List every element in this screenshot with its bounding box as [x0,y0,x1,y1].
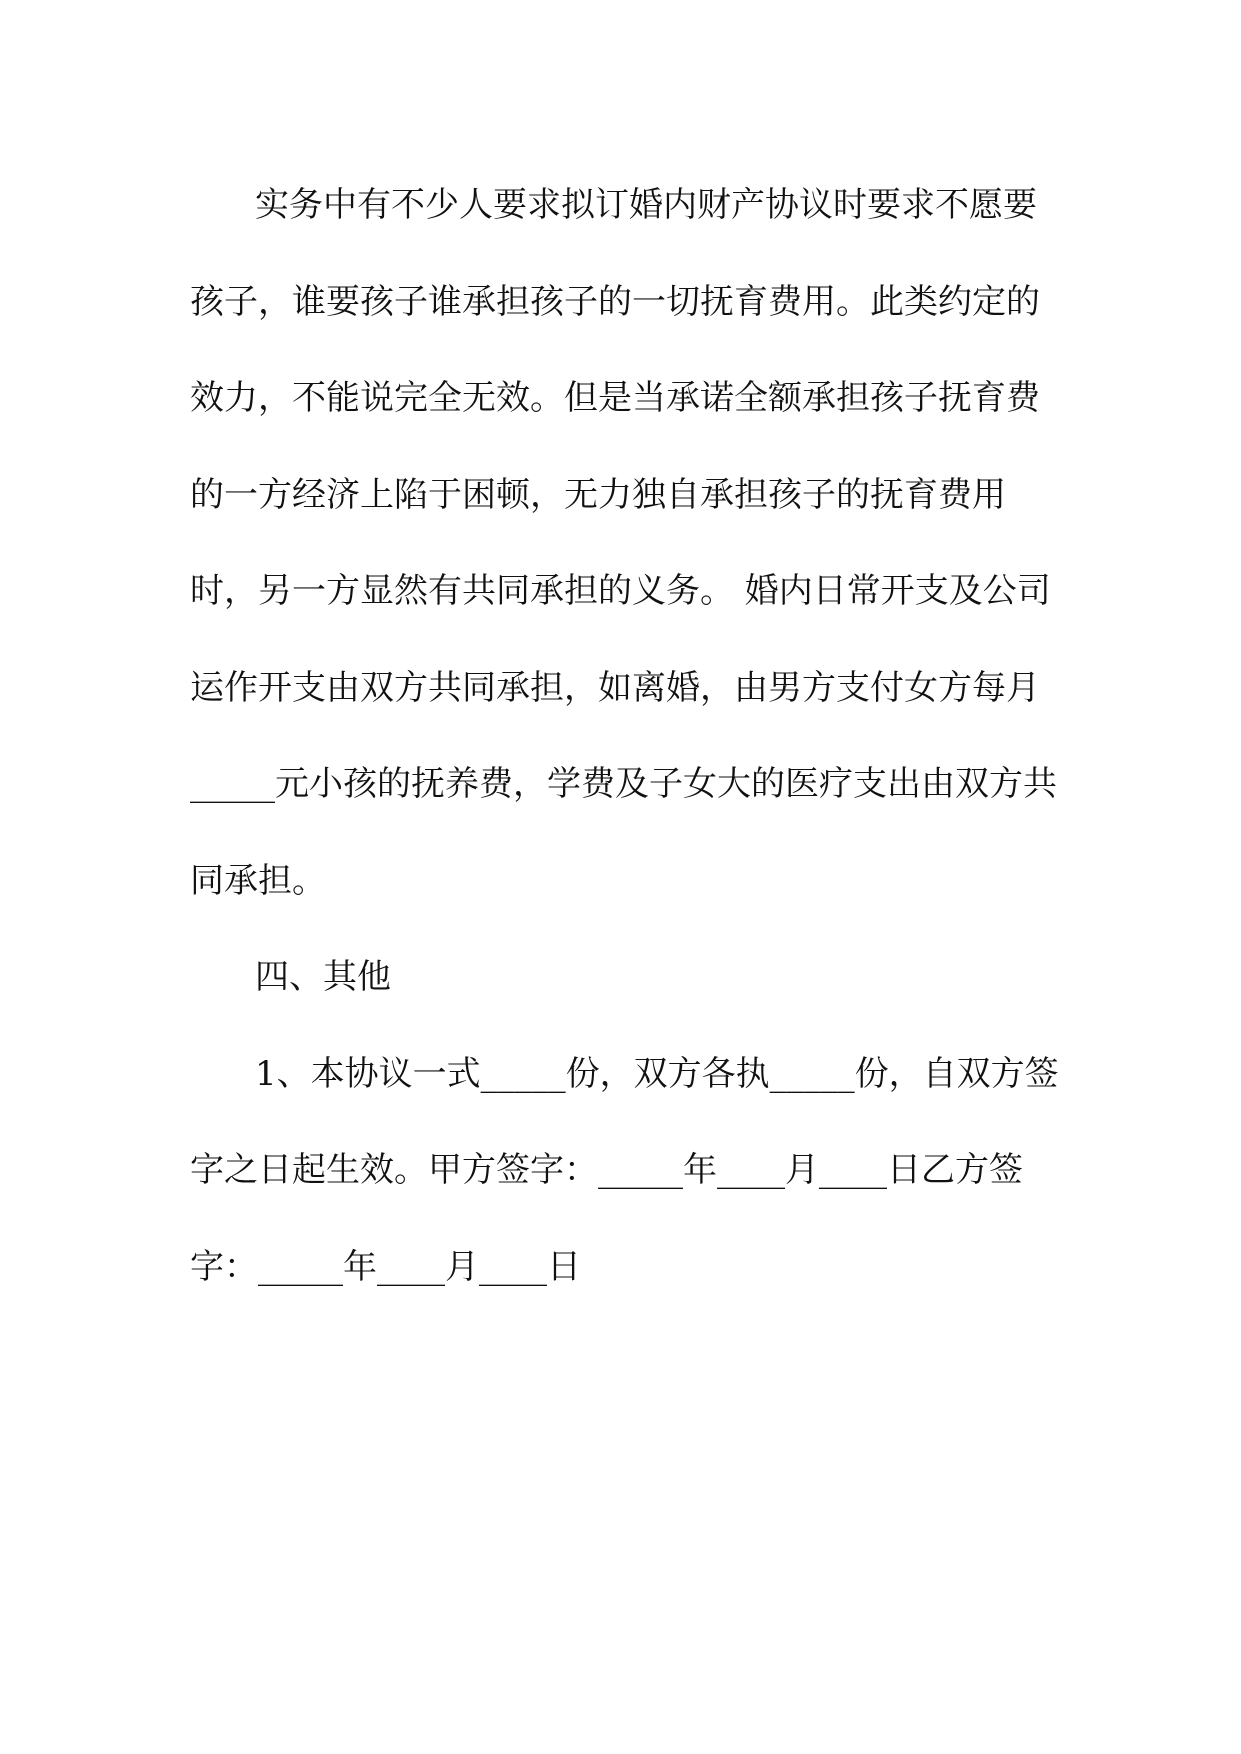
paragraph-line-8: 同承担。 [190,861,326,901]
paragraph-line-3: 效力，不能说完全无效。但是当承诺全额承担孩子抚育费 [190,378,1040,418]
paragraph-line-1: 实务中有不少人要求拟订婚内财产协议时要求不愿要 [255,185,1037,225]
clause-line-2: 字之日起生效。甲方签字：_____年____月____日乙方签 [190,1150,1023,1190]
paragraph-line-4: 的一方经济上陷于困顿，无力独自承担孩子的抚育费用 [190,475,1006,515]
paragraph-line-7: _____元小孩的抚养费，学费及子女大的医疗支出由双方共 [190,764,1057,804]
clause-line-1: 1、本协议一式_____份，双方各执_____份，自双方签 [255,1054,1059,1094]
section-heading: 四、其他 [255,957,391,997]
paragraph-line-6: 运作开支由双方共同承担，如离婚，由男方支付女方每月 [190,668,1040,708]
paragraph-line-5: 时，另一方显然有共同承担的义务。 婚内日常开支及公司 [190,571,1051,611]
clause-line-3: 字：_____年____月____日 [190,1247,581,1287]
paragraph-line-2: 孩子，谁要孩子谁承担孩子的一切抚育费用。此类约定的 [190,282,1040,322]
